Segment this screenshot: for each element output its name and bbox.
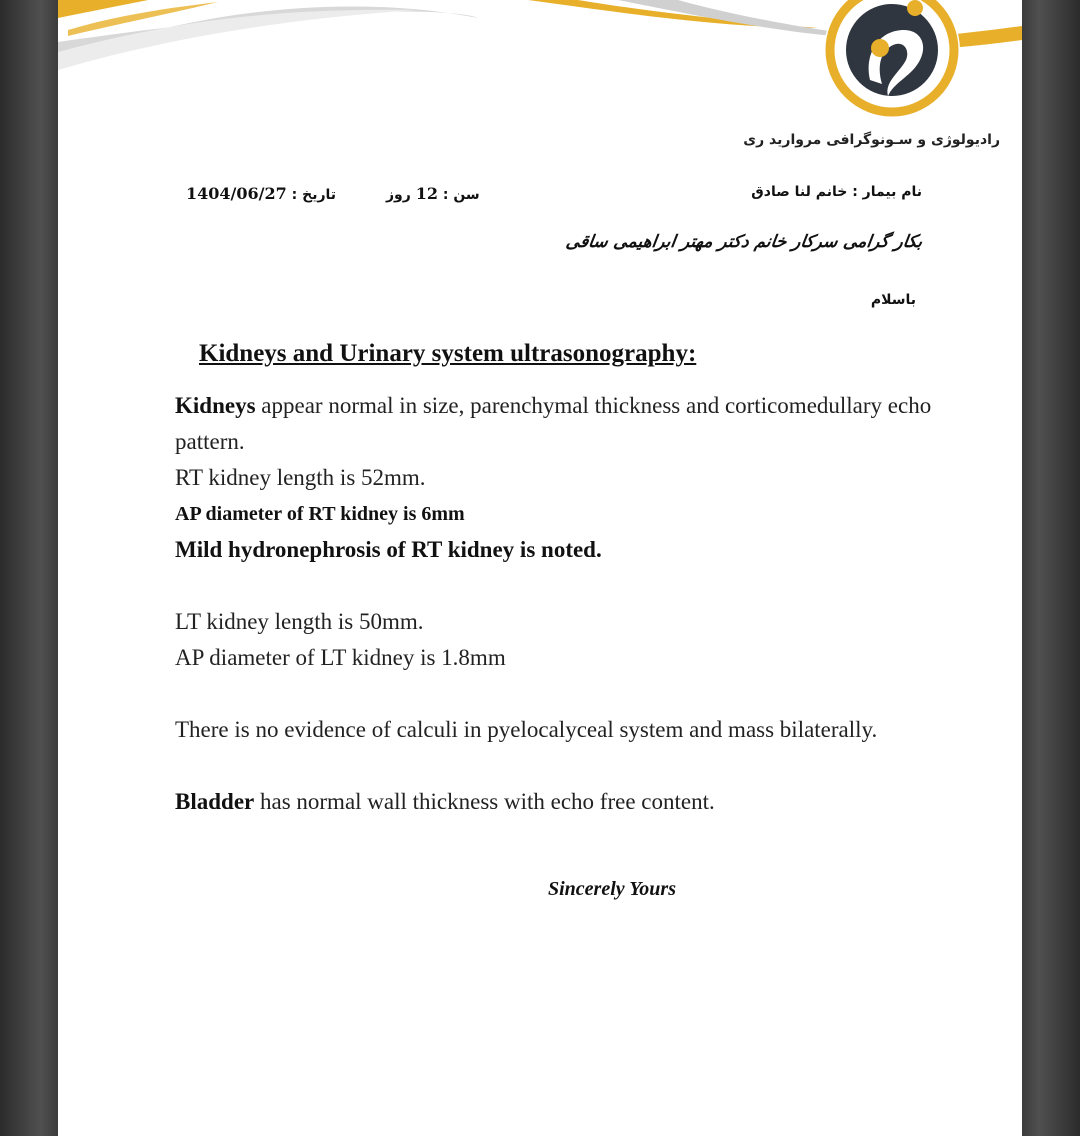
patient-name-field: [751, 184, 922, 200]
lt-kidney-ap-diameter: AP diameter of LT kidney is 1.8mm: [175, 645, 506, 670]
patient-age-label: سن :: [442, 187, 480, 203]
bladder-description: has normal wall thickness with echo free content.: [254, 789, 715, 814]
clinic-name: رادیولوژی و سـونوگرافی مروارید ری: [743, 132, 1000, 148]
spacer: [175, 676, 935, 712]
bladder-term: Bladder: [175, 789, 255, 814]
rt-kidney-length: RT kidney length is 52mm.: [175, 465, 426, 490]
spacer: [175, 568, 935, 604]
rt-kidney-ap-diameter: AP diameter of RT kidney is 6mm: [175, 503, 465, 525]
referring-doctor-salutation: بکار گرامی سرکار خانم دکتر مهتر ابراهیمی ساقی: [564, 232, 924, 252]
kidneys-term: Kidneys: [175, 393, 256, 418]
kidneys-description: appear normal in size, parenchymal thickness and corticomedullary echo pattern.: [175, 393, 932, 454]
bladder-finding: [175, 784, 935, 820]
greeting: باسلام: [870, 292, 916, 308]
report-date-value: 1404/06/27: [186, 184, 287, 203]
viewer-frame-left: [0, 0, 58, 1136]
report-date-field: [186, 184, 336, 203]
report-date-label: تاریخ :: [291, 187, 337, 203]
patient-age-field: [386, 184, 480, 203]
patient-name-value: خانم لنا صادق: [751, 184, 848, 200]
kidneys-finding: [175, 388, 935, 460]
patient-age-value: 12: [415, 184, 438, 203]
lt-kidney-length: LT kidney length is 50mm.: [175, 609, 424, 634]
viewer-frame-right: [1022, 0, 1080, 1136]
document-page: [58, 0, 1022, 1136]
report-title: Kidneys and Urinary system ultrasonography:: [199, 340, 697, 367]
calculi-finding: There is no evidence of calculi in pyelocalyceal system and mass bilaterally.: [175, 717, 878, 742]
rt-kidney-hydronephrosis: Mild hydronephrosis of RT kidney is noted.: [175, 537, 602, 562]
report-body: [175, 388, 935, 820]
patient-age-unit: روز: [386, 187, 411, 203]
signoff: Sincerely Yours: [548, 878, 676, 900]
patient-name-label: نام بیمار :: [852, 184, 922, 200]
clinic-logo-icon: [824, 0, 960, 118]
letterhead-wave-graphic: [58, 0, 1022, 130]
spacer: [175, 748, 935, 784]
